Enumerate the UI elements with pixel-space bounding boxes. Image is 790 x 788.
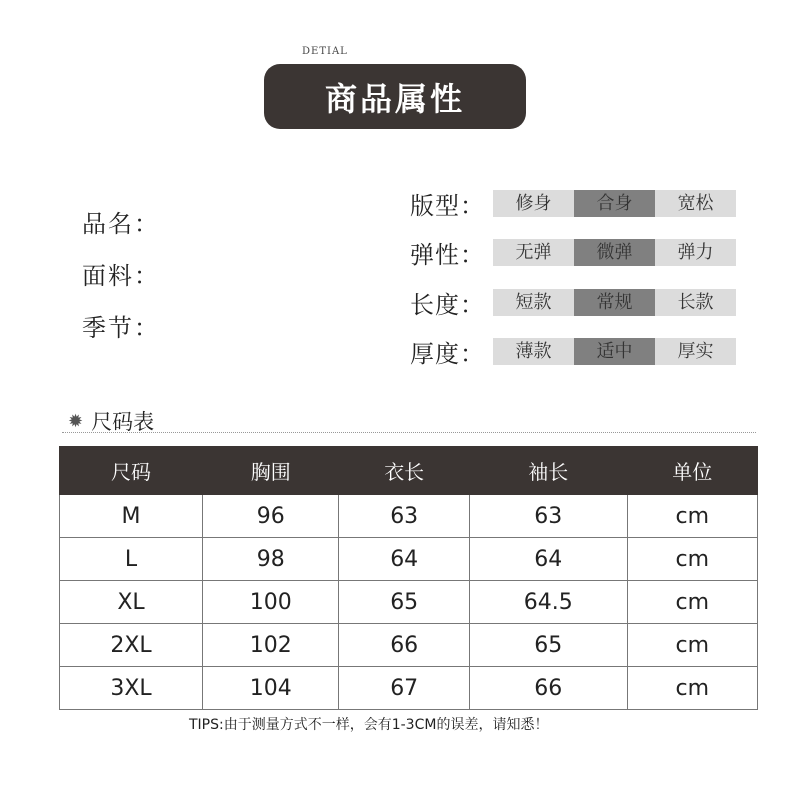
attr-option: 无弹	[493, 239, 574, 266]
table-cell: 98	[203, 538, 339, 581]
attr-option-selected: 常规	[574, 289, 655, 316]
table-cell: cm	[627, 667, 757, 710]
table-cell: 102	[203, 624, 339, 667]
table-cell: 2XL	[60, 624, 203, 667]
table-cell: 96	[203, 495, 339, 538]
product-name-label: 品名：	[82, 210, 160, 238]
attr-option: 短款	[493, 289, 574, 316]
table-row	[60, 538, 758, 581]
divider	[62, 432, 756, 433]
col-header-sleeve: 袖长	[469, 447, 627, 495]
col-header-length: 衣长	[339, 447, 469, 495]
table-cell: L	[60, 538, 203, 581]
table-cell: 3XL	[60, 667, 203, 710]
attr-name: 长度：	[410, 290, 485, 319]
attr-option: 厚实	[655, 338, 736, 365]
table-cell: 66	[469, 667, 627, 710]
attr-name: 厚度：	[410, 339, 485, 368]
table-cell: cm	[627, 624, 757, 667]
header-subtitle: DETIAL	[302, 46, 348, 57]
table-cell: cm	[627, 495, 757, 538]
attr-row-thickness	[410, 337, 736, 368]
table-cell: 64.5	[469, 581, 627, 624]
table-cell: 65	[469, 624, 627, 667]
table-row	[60, 624, 758, 667]
table-cell: 104	[203, 667, 339, 710]
table-cell: 100	[203, 581, 339, 624]
attr-option: 长款	[655, 289, 736, 316]
table-cell: 64	[339, 538, 469, 581]
attr-option-selected: 合身	[574, 190, 655, 217]
table-cell: M	[60, 495, 203, 538]
attr-name: 弹性：	[410, 240, 485, 269]
gear-icon: ✹	[68, 410, 84, 432]
table-cell: 65	[339, 581, 469, 624]
attr-option-selected: 适中	[574, 338, 655, 365]
table-row	[60, 667, 758, 710]
attr-row-elasticity	[410, 238, 736, 269]
table-cell: 64	[469, 538, 627, 581]
season-label: 季节：	[82, 314, 160, 342]
table-header-row	[60, 447, 758, 495]
title-banner	[264, 64, 526, 129]
attr-option: 薄款	[493, 338, 574, 365]
page-title: 商品属性	[324, 79, 465, 118]
attr-option: 修身	[493, 190, 574, 217]
attr-option: 宽松	[655, 190, 736, 217]
table-cell: cm	[627, 538, 757, 581]
size-chart-title: 尺码表	[91, 410, 155, 434]
tips-note: TIPS:由于测量方式不一样，会有1-3CM的误差，请知悉！	[189, 717, 549, 733]
table-cell: 66	[339, 624, 469, 667]
attr-row-length	[410, 288, 736, 319]
attr-row-fit	[410, 189, 736, 220]
size-table	[59, 446, 758, 710]
col-header-chest: 胸围	[203, 447, 339, 495]
col-header-size: 尺码	[60, 447, 203, 495]
fabric-label: 面料：	[82, 262, 160, 290]
table-cell: 63	[339, 495, 469, 538]
table-row	[60, 581, 758, 624]
attr-option-selected: 微弹	[574, 239, 655, 266]
table-cell: 67	[339, 667, 469, 710]
table-cell: 63	[469, 495, 627, 538]
col-header-unit: 单位	[627, 447, 757, 495]
table-row	[60, 495, 758, 538]
table-cell: XL	[60, 581, 203, 624]
attr-name: 版型：	[410, 191, 485, 220]
attr-option: 弹力	[655, 239, 736, 266]
table-cell: cm	[627, 581, 757, 624]
